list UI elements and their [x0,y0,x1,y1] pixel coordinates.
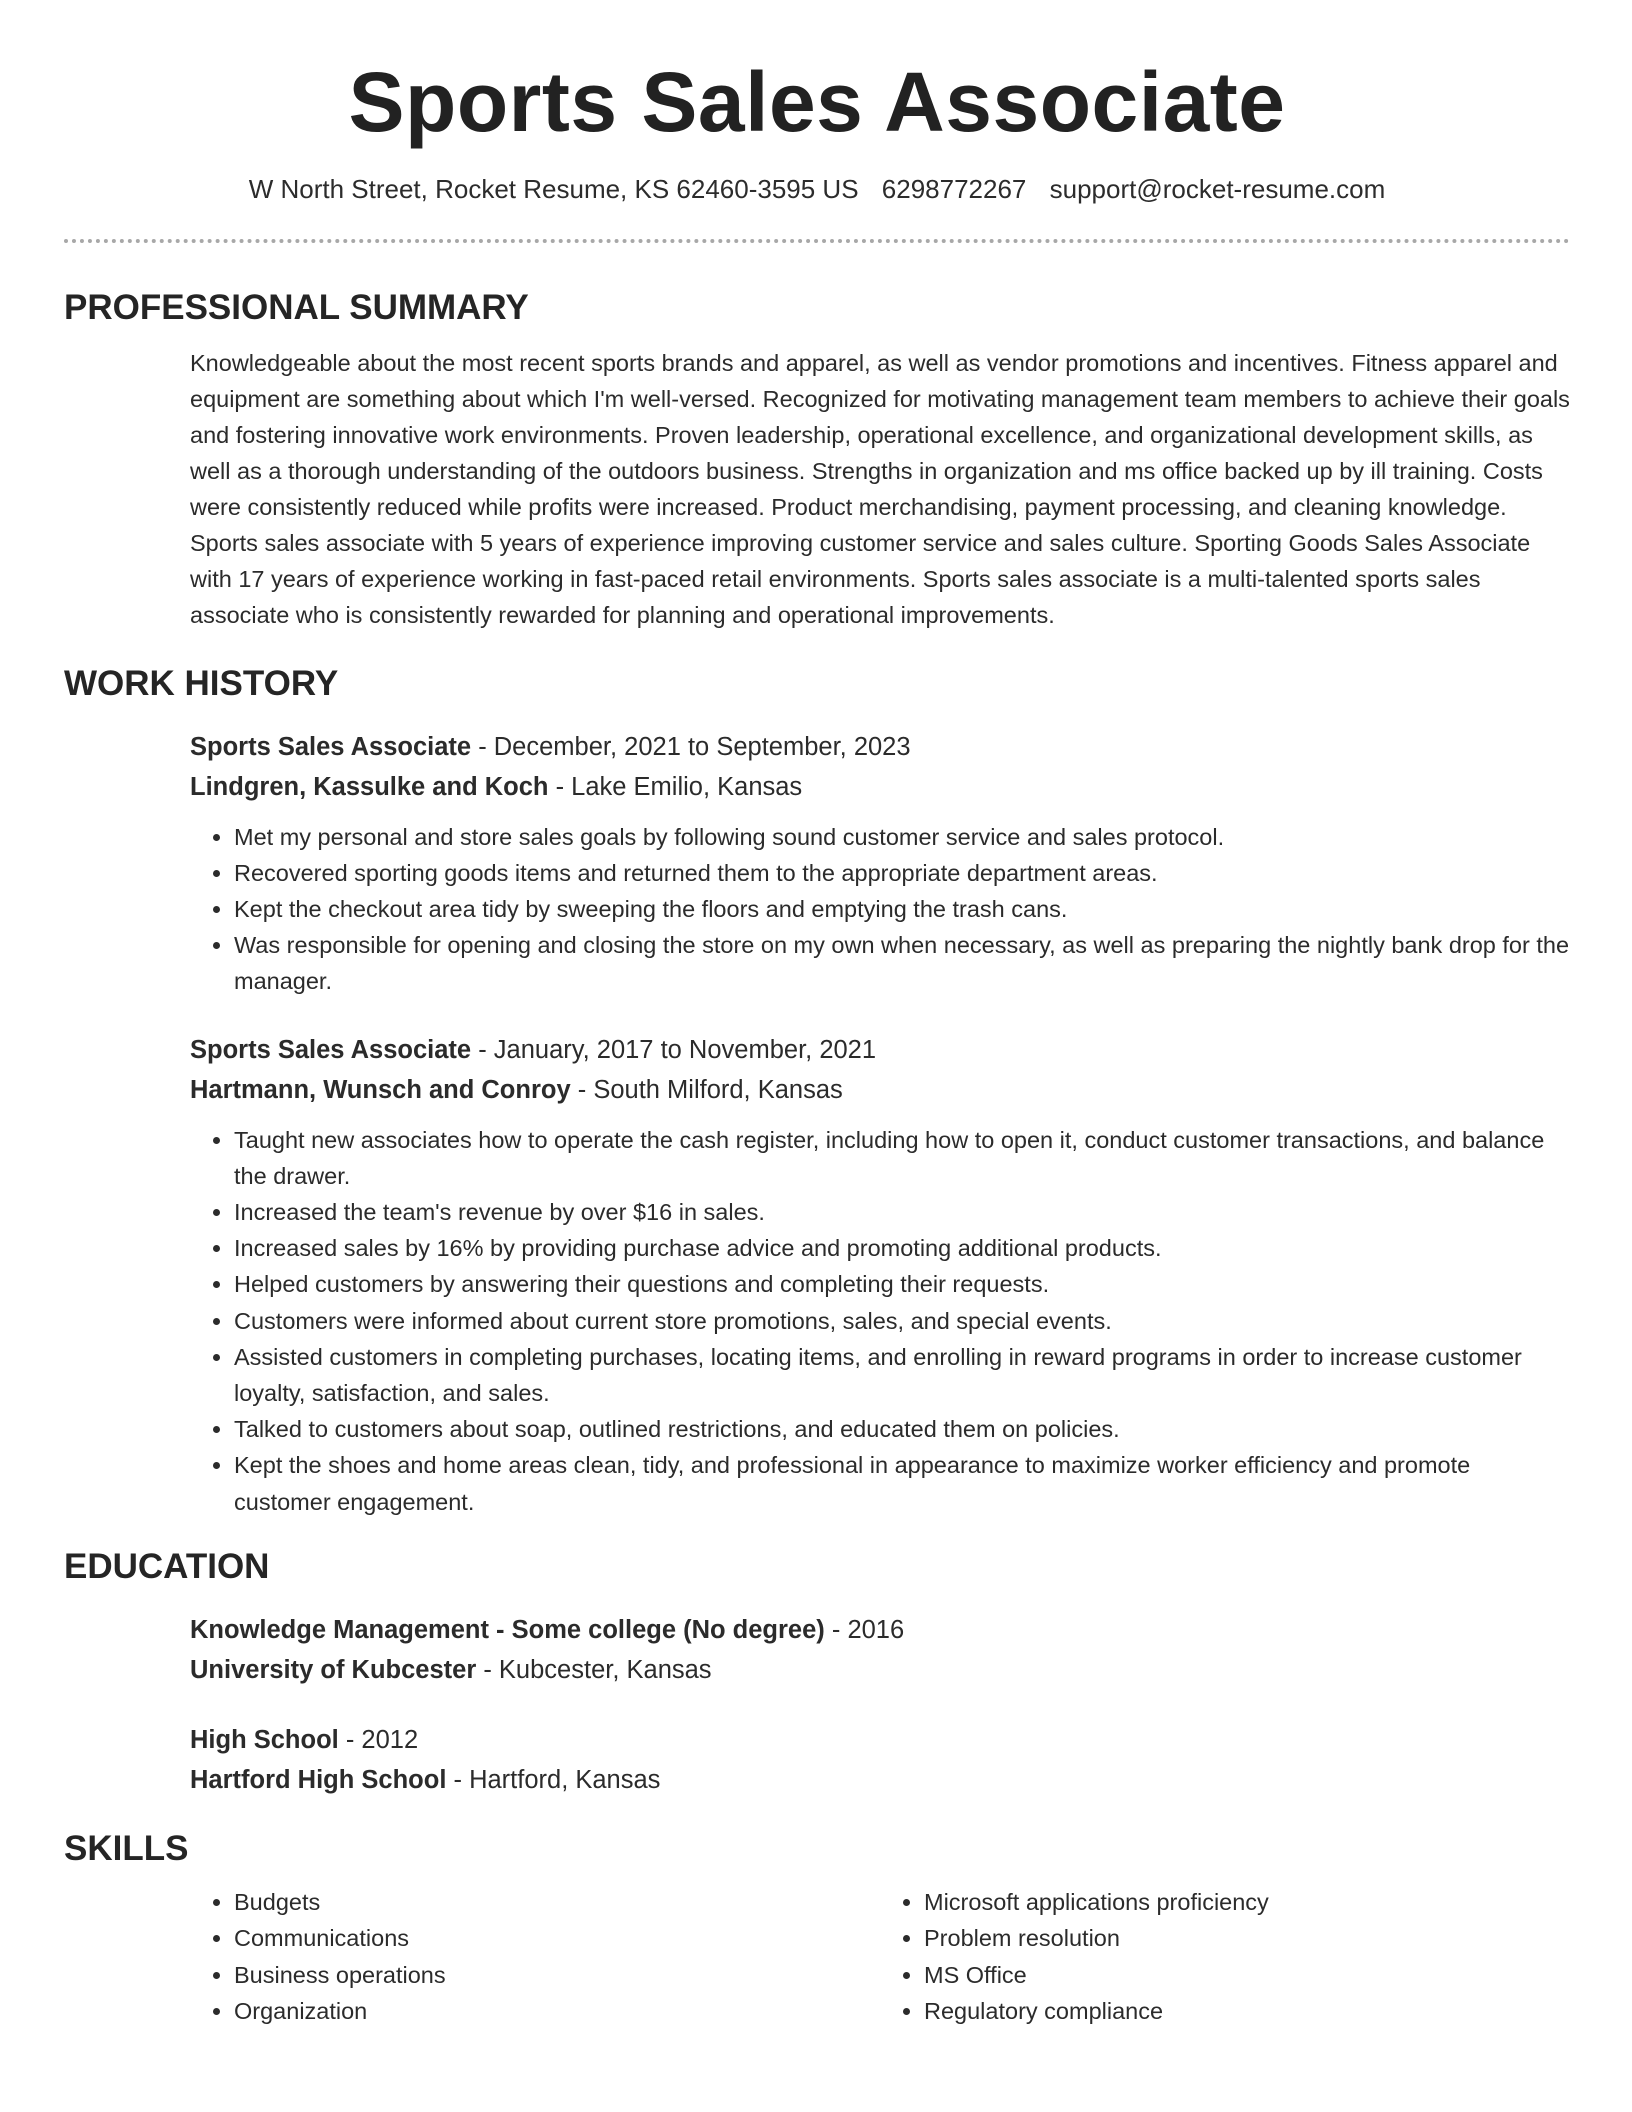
school-location: - Hartford, Kansas [446,1765,661,1794]
school-name: University of Kubcester [190,1655,477,1684]
list-item: • Helped customers by answering their questions and completing their requests. [234,1266,1570,1302]
list-item: • Increased sales by 16% by providing purchase advice and promoting additional products. [234,1230,1570,1266]
list-item: • Kept the shoes and home areas clean, tidy, and professional in appearance to maximize worker efficiency and promote customer engagement. [234,1447,1570,1519]
degree-line [190,1610,1570,1650]
list-item: • Taught new associates how to operate the cash register, including how to open it, conduct customer transactions, and balance the drawer. [234,1122,1570,1194]
contact-phone: 6298772267 [881,173,1027,204]
job-title-line [190,1030,1570,1070]
job-company: Lindgren, Kassulke and Koch [190,772,549,801]
list-item: • Organization [234,1993,880,2030]
job-duties-list [190,1122,1570,1520]
job-entry [190,1030,1570,1520]
list-item: • Met my personal and store sales goals by following sound customer service and sales protocol. [234,819,1570,855]
job-role: Sports Sales Associate [190,732,472,761]
skills-column-right [880,1884,1570,2030]
job-title-line [190,727,1570,767]
list-item: • Talked to customers about soap, outlined restrictions, and educated them on policies. [234,1411,1570,1447]
list-item: • Kept the checkout area tidy by sweeping the floors and emptying the trash cans. [234,891,1570,927]
degree-year: - 2012 [338,1725,419,1754]
job-location: - South Milford, Kansas [570,1075,843,1104]
list-item: • Assisted customers in completing purchases, locating items, and enrolling in reward programs in order to increase customer loyalty, satisfaction, and sales. [234,1339,1570,1411]
degree-name: Knowledge Management - Some college (No degree) [190,1615,825,1644]
job-duties-list [190,819,1570,1000]
list-item: • Recovered sporting goods items and returned them to the appropriate department areas. [234,855,1570,891]
contact-line [64,173,1570,207]
degree-name: High School [190,1725,339,1754]
job-dates: - December, 2021 to September, 2023 [471,732,911,761]
school-line [190,1650,1570,1690]
candidate-name: Sports Sales Associate [348,55,1286,149]
summary-text: Knowledgeable about the most recent sports brands and apparel, as well as vendor promotions and incentives. Fitness apparel and equipment are something about which I'm well-versed. Recognized for motivating management team members to achieve their goals and fostering innovative work environments. Proven leadership, operational excellence, and organizational development skills, as well as a thorough understanding of the outdoors business. Strengths in organization and ms office backed up by ill training. Costs were consistently reduced while profits were increased. Product merchandising, payment processing, and cleaning knowledge. Sports sales associate with 5 years of experience improving customer service and sales culture. Sporting Goods Sales Associate with 17 years of experience working in fast-paced retail environments. Sports sales associate is a multi-talented sports sales associate who is consistently rewarded for planning and operational improvements. [190,349,1570,628]
work-history-heading: WORK HISTORY [64,663,339,703]
skills-grid [190,1884,1570,2030]
job-company-line [190,1070,1570,1110]
resume-page [64,52,1570,2030]
job-dates: - January, 2017 to November, 2021 [471,1035,877,1064]
degree-line [190,1720,1570,1760]
list-item: • Problem resolution [924,1920,1570,1957]
list-item: • Communications [234,1920,880,1957]
list-item: • Increased the team's revenue by over $16 in sales. [234,1194,1570,1230]
job-entry [190,727,1570,1000]
school-location: - Kubcester, Kansas [476,1655,712,1684]
list-item: • MS Office [924,1957,1570,1994]
school-name: Hartford High School [190,1765,447,1794]
list-item: • Customers were informed about current store promotions, sales, and special events. [234,1303,1570,1339]
contact-email: support@rocket-resume.com [1049,173,1386,204]
list-item: • Microsoft applications proficiency [924,1884,1570,1921]
job-company: Hartmann, Wunsch and Conroy [190,1075,571,1104]
skills-heading: SKILLS [64,1828,189,1868]
list-item: • Regulatory compliance [924,1993,1570,2030]
education-entry [190,1610,1570,1690]
list-item: • Was responsible for opening and closing the store on my own when necessary, as well as preparing the nightly bank drop for the manager. [234,927,1570,999]
education-heading: EDUCATION [64,1546,270,1586]
contact-address: W North Street, Rocket Resume, KS 62460-3595 US [248,173,859,204]
job-company-line [190,767,1570,807]
header-divider [64,239,1570,243]
skills-column-left [190,1884,880,2030]
list-item: • Budgets [234,1884,880,1921]
education-entry [190,1720,1570,1800]
job-location: - Lake Emilio, Kansas [548,772,803,801]
summary-heading: PROFESSIONAL SUMMARY [64,287,529,327]
degree-year: - 2016 [824,1615,905,1644]
list-item: • Business operations [234,1957,880,1994]
job-role: Sports Sales Associate [190,1035,472,1064]
school-line [190,1760,1570,1800]
